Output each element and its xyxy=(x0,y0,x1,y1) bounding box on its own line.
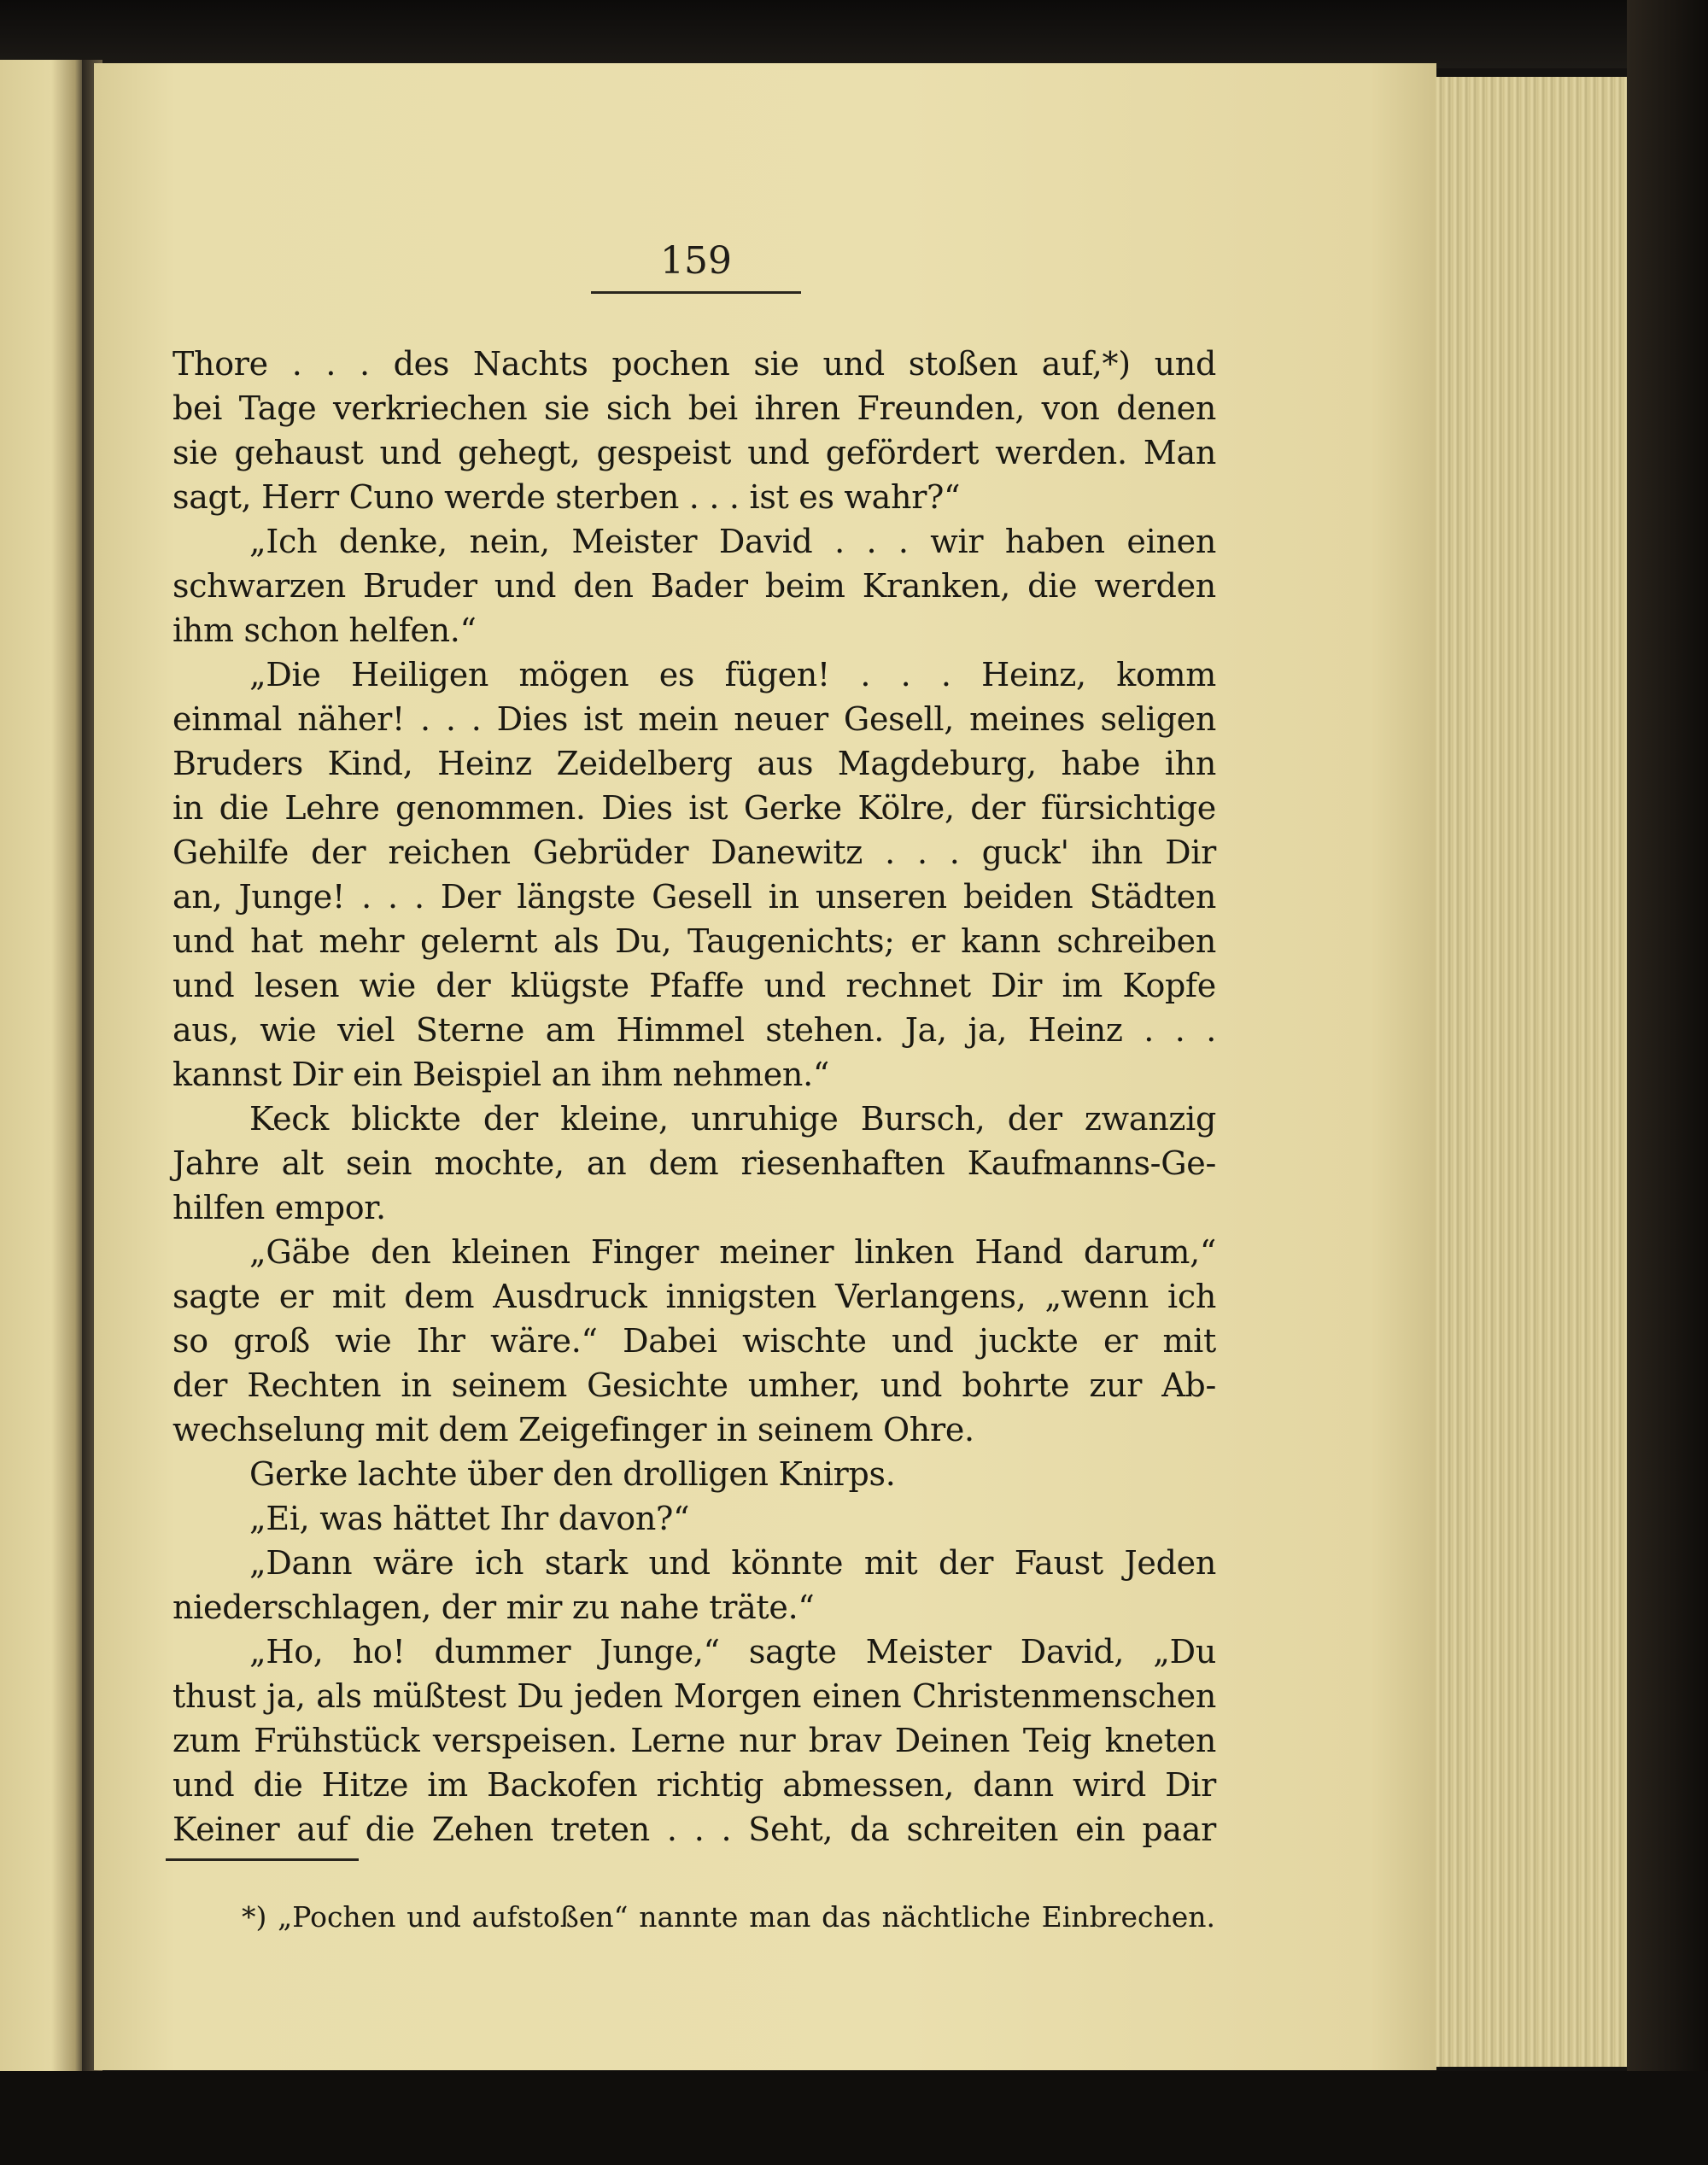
text-line: und hat mehr gelernt als Du, Taugenichts; er kann schreiben xyxy=(173,922,1216,960)
text-line: der Rechten in seinem Gesichte umher, und bohrte zur Ab- xyxy=(173,1366,1216,1404)
scan-background-bottom xyxy=(0,2071,1708,2165)
text-line: schwarzen Bruder und den Bader beim Kranken, die werden xyxy=(173,567,1216,605)
text-line: thust ja, als müßtest Du jeden Morgen einen Christenmenschen xyxy=(173,1677,1216,1715)
text-line: sie gehaust und gehegt, gespeist und gefördert werden. Man xyxy=(173,434,1216,471)
text-line: in die Lehre genommen. Dies ist Gerke Kölre, der fürsichtige xyxy=(173,789,1216,827)
text-line: zum Frühstück verspeisen. Lerne nur brav Deinen Teig kneten xyxy=(173,1722,1216,1759)
text-line: sagte er mit dem Ausdruck innigsten Verlangens, „wenn ich xyxy=(173,1278,1216,1315)
text-line: „Ich denke, nein, Meister David . . . wir haben einen xyxy=(249,523,1216,560)
page-number-rule xyxy=(591,291,801,294)
text-line: bei Tage verkriechen sie sich bei ihren Freunden, von denen xyxy=(173,389,1216,427)
book-cover-edge xyxy=(1627,0,1708,2165)
body-text xyxy=(173,342,1216,1852)
text-line: Gerke lachte über den drolligen Knirps. xyxy=(249,1455,896,1493)
text-line: Thore . . . des Nachts pochen sie und stoßen auf,*) und xyxy=(173,345,1216,383)
text-line: „Gäbe den kleinen Finger meiner linken Hand darum,“ xyxy=(249,1233,1216,1271)
text-line: und die Hitze im Backofen richtig abmessen, dann wird Dir xyxy=(173,1766,1216,1804)
text-line: hilfen empor. xyxy=(173,1189,386,1226)
text-line: „Ho, ho! dummer Junge,“ sagte Meister David, „Du xyxy=(249,1633,1216,1671)
footnote: *) „Pochen und aufstoßen“ nannte man das nächtliche Einbrechen. xyxy=(242,1900,1215,1934)
text-line: an, Junge! . . . Der längste Gesell in unseren beiden Städten xyxy=(173,878,1216,916)
text-line: Gehilfe der reichen Gebrüder Danewitz . . . guck' ihn Dir xyxy=(173,834,1216,871)
text-line: Jahre alt sein mochte, an dem riesenhaften Kaufmanns-Ge- xyxy=(173,1144,1216,1182)
footnote-rule xyxy=(166,1858,359,1861)
scan-background-top xyxy=(0,0,1708,68)
text-line: einmal näher! . . . Dies ist mein neuer Gesell, meines seligen xyxy=(173,700,1216,738)
text-line: „Ei, was hättet Ihr davon?“ xyxy=(249,1500,690,1537)
text-line: Bruders Kind, Heinz Zeidelberg aus Magdeburg, habe ihn xyxy=(173,745,1216,782)
text-line: kannst Dir ein Beispiel an ihm nehmen.“ xyxy=(173,1056,829,1093)
page-edges-stack xyxy=(1435,77,1632,2067)
text-line: so groß wie Ihr wäre.“ Dabei wischte und juckte er mit xyxy=(173,1322,1216,1360)
page-number: 159 xyxy=(660,239,732,283)
text-line: wechselung mit dem Zeigefinger in seinem Ohre. xyxy=(173,1411,974,1448)
text-line: „Dann wäre ich stark und könnte mit der Faust Jeden xyxy=(249,1544,1216,1582)
text-line: sagt, Herr Cuno werde sterben . . . ist es wahr?“ xyxy=(173,478,961,516)
text-line: niederschlagen, der mir zu nahe träte.“ xyxy=(173,1589,815,1626)
text-line: und lesen wie der klügste Pfaffe und rechnet Dir im Kopfe xyxy=(173,967,1216,1004)
text-line: aus, wie viel Sterne am Himmel stehen. Ja, ja, Heinz . . . xyxy=(173,1011,1216,1049)
text-line: „Die Heiligen mögen es fügen! . . . Heinz, komm xyxy=(249,656,1216,693)
left-page-edge xyxy=(0,60,85,2127)
text-line: ihm schon helfen.“ xyxy=(173,611,477,649)
text-line: Keiner auf die Zehen treten . . . Seht, da schreiten ein paar xyxy=(173,1811,1216,1848)
text-line: Keck blickte der kleine, unruhige Bursch, der zwanzig xyxy=(249,1100,1216,1138)
